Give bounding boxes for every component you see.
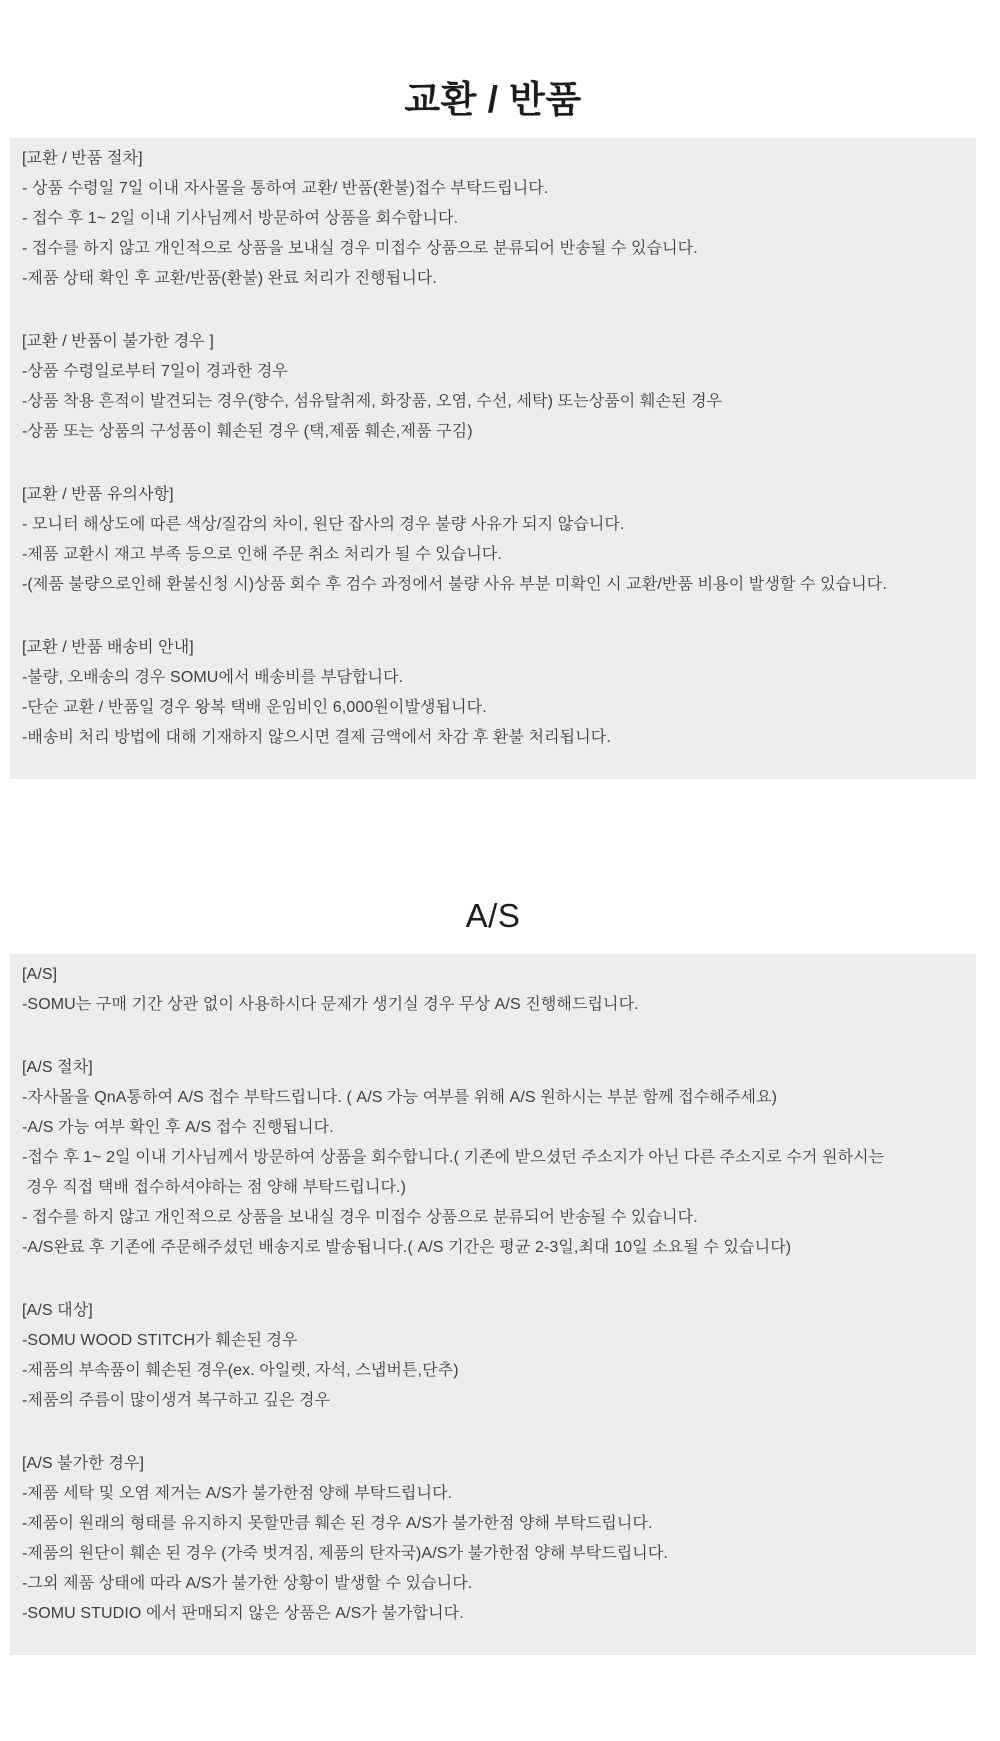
policy-group — [22, 1449, 954, 1629]
policy-group — [22, 144, 954, 294]
policy-line: -배송비 처리 방법에 대해 기재하지 않으시면 결제 금액에서 차감 후 환불 처리됩니다. — [22, 729, 611, 746]
policy-group — [22, 960, 954, 1020]
policy-group-heading: [교환 / 반품이 불가한 경우 ] — [22, 333, 214, 350]
policy-line: -제품 세탁 및 오염 제거는 A/S가 불가한점 양해 부탁드립니다. — [22, 1485, 453, 1502]
policy-group-heading: [A/S 대상] — [22, 1302, 93, 1319]
policy-line: 경우 직접 택배 접수하셔야하는 점 양해 부탁드립니다.) — [22, 1179, 407, 1196]
exchange-return-title: 교환 / 반품 — [404, 79, 582, 120]
exchange-return-box — [10, 138, 976, 779]
policy-line: -불량, 오배송의 경우 SOMU에서 배송비를 부담합니다. — [22, 669, 404, 686]
policy-line: -제품 교환시 재고 부족 등으로 인해 주문 취소 처리가 될 수 있습니다. — [22, 546, 502, 563]
policy-line: -상품 착용 흔적이 발견되는 경우(향수, 섬유탈취제, 화장품, 오염, 수선, 세탁) 또는상품이 훼손된 경우 — [22, 393, 723, 410]
policy-group-heading: [A/S 절차] — [22, 1059, 93, 1076]
policy-line: - 모니터 해상도에 따른 색상/질감의 차이, 원단 잡사의 경우 불량 사유가 되지 않습니다. — [22, 516, 625, 533]
policy-line: -자사몰을 QnA통하여 A/S 접수 부탁드립니다. ( A/S 가능 여부를 위해 A/S 원하시는 부분 함께 접수해주세요) — [22, 1089, 778, 1106]
policy-line: -SOMU STUDIO 에서 판매되지 않은 상품은 A/S가 불가합니다. — [22, 1605, 464, 1622]
policy-line: -A/S 가능 여부 확인 후 A/S 접수 진행됩니다. — [22, 1119, 334, 1136]
policy-line: - 접수 후 1~ 2일 이내 기사님께서 방문하여 상품을 회수합니다. — [22, 210, 459, 227]
policy-line: -SOMU는 구매 기간 상관 없이 사용하시다 문제가 생기실 경우 무상 A/S 진행해드립니다. — [22, 996, 639, 1013]
policy-line: -상품 수령일로부터 7일이 경과한 경우 — [22, 363, 288, 380]
policy-group-heading: [교환 / 반품 절차] — [22, 150, 143, 167]
policy-line: -그외 제품 상태에 따라 A/S가 불가한 상황이 발생할 수 있습니다. — [22, 1575, 473, 1592]
policy-line: -(제품 불량으로인해 환불신청 시)상품 회수 후 검수 과정에서 불량 사유 부분 미확인 시 교환/반품 비용이 발생할 수 있습니다. — [22, 576, 887, 593]
as-section — [0, 891, 1000, 1655]
policy-line: -A/S완료 후 기존에 주문해주셨던 배송지로 발송됩니다.( A/S 기간은 평균 2-3일,최대 10일 소요될 수 있습니다) — [22, 1239, 792, 1256]
policy-group-heading: [A/S] — [22, 966, 58, 983]
policy-line: -접수 후 1~ 2일 이내 기사님께서 방문하여 상품을 회수합니다.( 기존에 받으셨던 주소지가 아닌 다른 주소지로 수거 원하시는 — [22, 1149, 885, 1166]
policy-group-heading: [교환 / 반품 유의사항] — [22, 486, 174, 503]
policy-page — [0, 75, 1000, 1655]
policy-line: -제품 상태 확인 후 교환/반품(환불) 완료 처리가 진행됩니다. — [22, 270, 437, 287]
policy-line: -상품 또는 상품의 구성품이 훼손된 경우 (택,제품 훼손,제품 구김) — [22, 423, 473, 440]
policy-group — [22, 1053, 954, 1263]
policy-line: -단순 교환 / 반품일 경우 왕복 택배 운임비인 6,000원이발생됩니다. — [22, 699, 487, 716]
policy-line: -SOMU WOOD STITCH가 훼손된 경우 — [22, 1332, 298, 1349]
policy-group — [22, 633, 954, 753]
policy-group — [22, 327, 954, 447]
policy-line: -제품의 주름이 많이생겨 복구하고 깊은 경우 — [22, 1392, 331, 1409]
policy-line: -제품의 부속품이 훼손된 경우(ex. 아일렛, 자석, 스냅버튼,단추) — [22, 1362, 459, 1379]
policy-line: - 상품 수령일 7일 이내 자사몰을 통하여 교환/ 반품(환불)접수 부탁드립니다. — [22, 180, 549, 197]
policy-group-heading: [A/S 불가한 경우] — [22, 1455, 145, 1472]
policy-line: -제품이 원래의 형태를 유지하지 못할만큼 훼손 된 경우 A/S가 불가한점 양해 부탁드립니다. — [22, 1515, 653, 1532]
policy-group — [22, 480, 954, 600]
policy-line: -제품의 원단이 훼손 된 경우 (가죽 벗겨짐, 제품의 탄자국)A/S가 불가한점 양해 부탁드립니다. — [22, 1545, 668, 1562]
exchange-return-section — [0, 75, 1000, 779]
policy-group — [22, 1296, 954, 1416]
policy-line: - 접수를 하지 않고 개인적으로 상품을 보내실 경우 미접수 상품으로 분류되어 반송될 수 있습니다. — [22, 240, 698, 257]
as-title: A/S — [465, 897, 521, 934]
policy-line: - 접수를 하지 않고 개인적으로 상품을 보내실 경우 미접수 상품으로 분류되어 반송될 수 있습니다. — [22, 1209, 698, 1226]
policy-group-heading: [교환 / 반품 배송비 안내] — [22, 639, 194, 656]
as-box — [10, 954, 976, 1655]
